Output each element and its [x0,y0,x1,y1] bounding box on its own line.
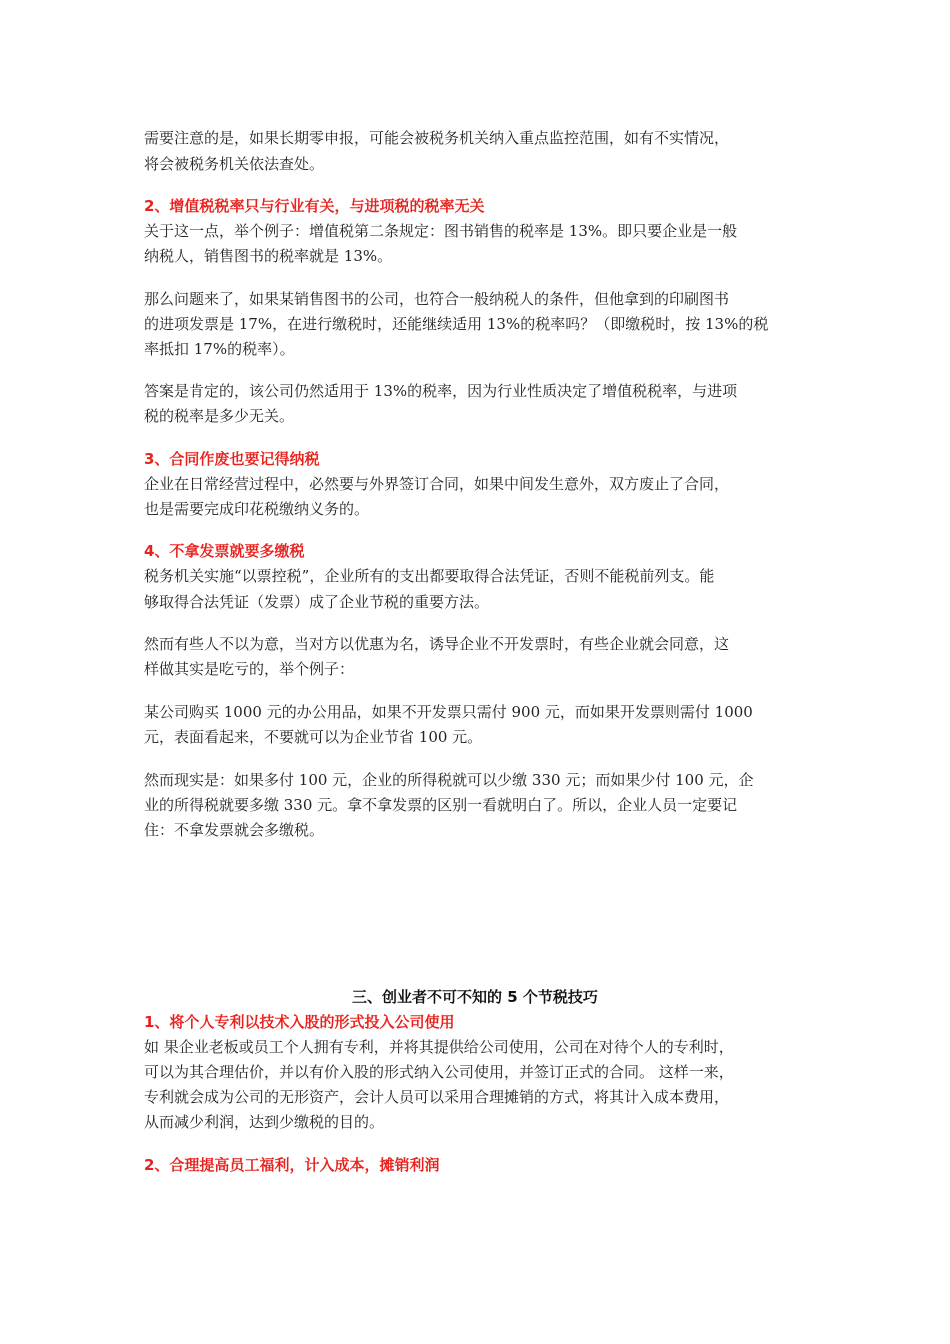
paragraph-line: 如 果企业老板或员工个人拥有专利，并将其提供给公司使用，公司在对待个人的专利时， [144,1038,734,1056]
paragraph-line: 专利就会成为公司的无形资产，会计人员可以采用合理摊销的方式，将其计入成本费用， [144,1088,730,1106]
paragraph-line: 那么问题来了，如果某销售图书的公司，也符合一般纳税人的条件，但他拿到的印刷图书 [144,290,730,308]
paragraph-line: 元，表面看起来，不要就可以为企业节省 100 元。 [144,728,483,746]
paragraph-line: 率抵扣 17%的税率）。 [144,340,295,358]
paragraph-line: 将会被税务机关依法查处。 [144,155,325,173]
paragraph-line: 税的税率是多少无关。 [144,407,295,425]
paragraph-line: 某公司购买 1000 元的办公用品，如果不开发票只需付 900 元，而如果开发票则需付 1000 [144,703,753,721]
heading-welfare: 2、合理提高员工福利，计入成本，摊销利润 [144,1156,440,1174]
paragraph-line: 需要注意的是，如果长期零申报，可能会被税务机关纳入重点监控范围，如有不实情况， [144,129,730,147]
heading-patent: 1、将个人专利以技术入股的形式投入公司使用 [144,1013,455,1031]
paragraph-line: 答案是肯定的，该公司仍然适用于 13%的税率，因为行业性质决定了增值税税率，与进项 [144,382,738,400]
heading-invoice: 4、不拿发票就要多缴税 [144,542,305,560]
paragraph-line: 然而现实是：如果多付 100 元，企业的所得税就可以少缴 330 元；而如果少付 100 元，企 [144,771,754,789]
paragraph-line: 可以为其合理估价，并以有价入股的形式纳入公司使用，并签订正式的合同。 这样一来， [144,1063,734,1081]
paragraph-line: 纳税人，销售图书的税率就是 13%。 [144,247,393,265]
paragraph-line: 也是需要完成印花税缴纳义务的。 [144,500,370,518]
paragraph-line: 业的所得税就要多缴 330 元。拿不拿发票的区别一看就明白了。所以，企业人员一定要记 [144,796,738,814]
paragraph-line: 企业在日常经营过程中，必然要与外界签订合同，如果中间发生意外，双方废止了合同， [144,475,730,493]
paragraph-line: 关于这一点，举个例子：增值税第二条规定：图书销售的税率是 13%。即只要企业是一般 [144,222,738,240]
paragraph-line: 税务机关实施“以票控税”，企业所有的支出都要取得合法凭证，否则不能税前列支。能 [144,567,715,585]
heading-vat-rate: 2、增值税税率只与行业有关，与进项税的税率无关 [144,197,485,215]
paragraph-line: 样做其实是吃亏的，举个例子： [144,660,355,678]
paragraph-line: 从而减少利润，达到少缴税的目的。 [144,1113,385,1131]
paragraph-line: 然而有些人不以为意，当对方以优惠为名，诱导企业不开发票时，有些企业就会同意，这 [144,635,730,653]
paragraph-line: 够取得合法凭证（发票）成了企业节税的重要方法。 [144,593,490,611]
paragraph-line: 住：不拿发票就会多缴税。 [144,821,325,839]
paragraph-line: 的进项发票是 17%，在进行缴税时，还能继续适用 13%的税率吗？（即缴税时，按 13%的税 [144,315,769,333]
heading-contract-void: 3、合同作废也要记得纳税 [144,450,320,468]
section-title: 三、创业者不可不知的 5 个节税技巧 [352,988,598,1006]
